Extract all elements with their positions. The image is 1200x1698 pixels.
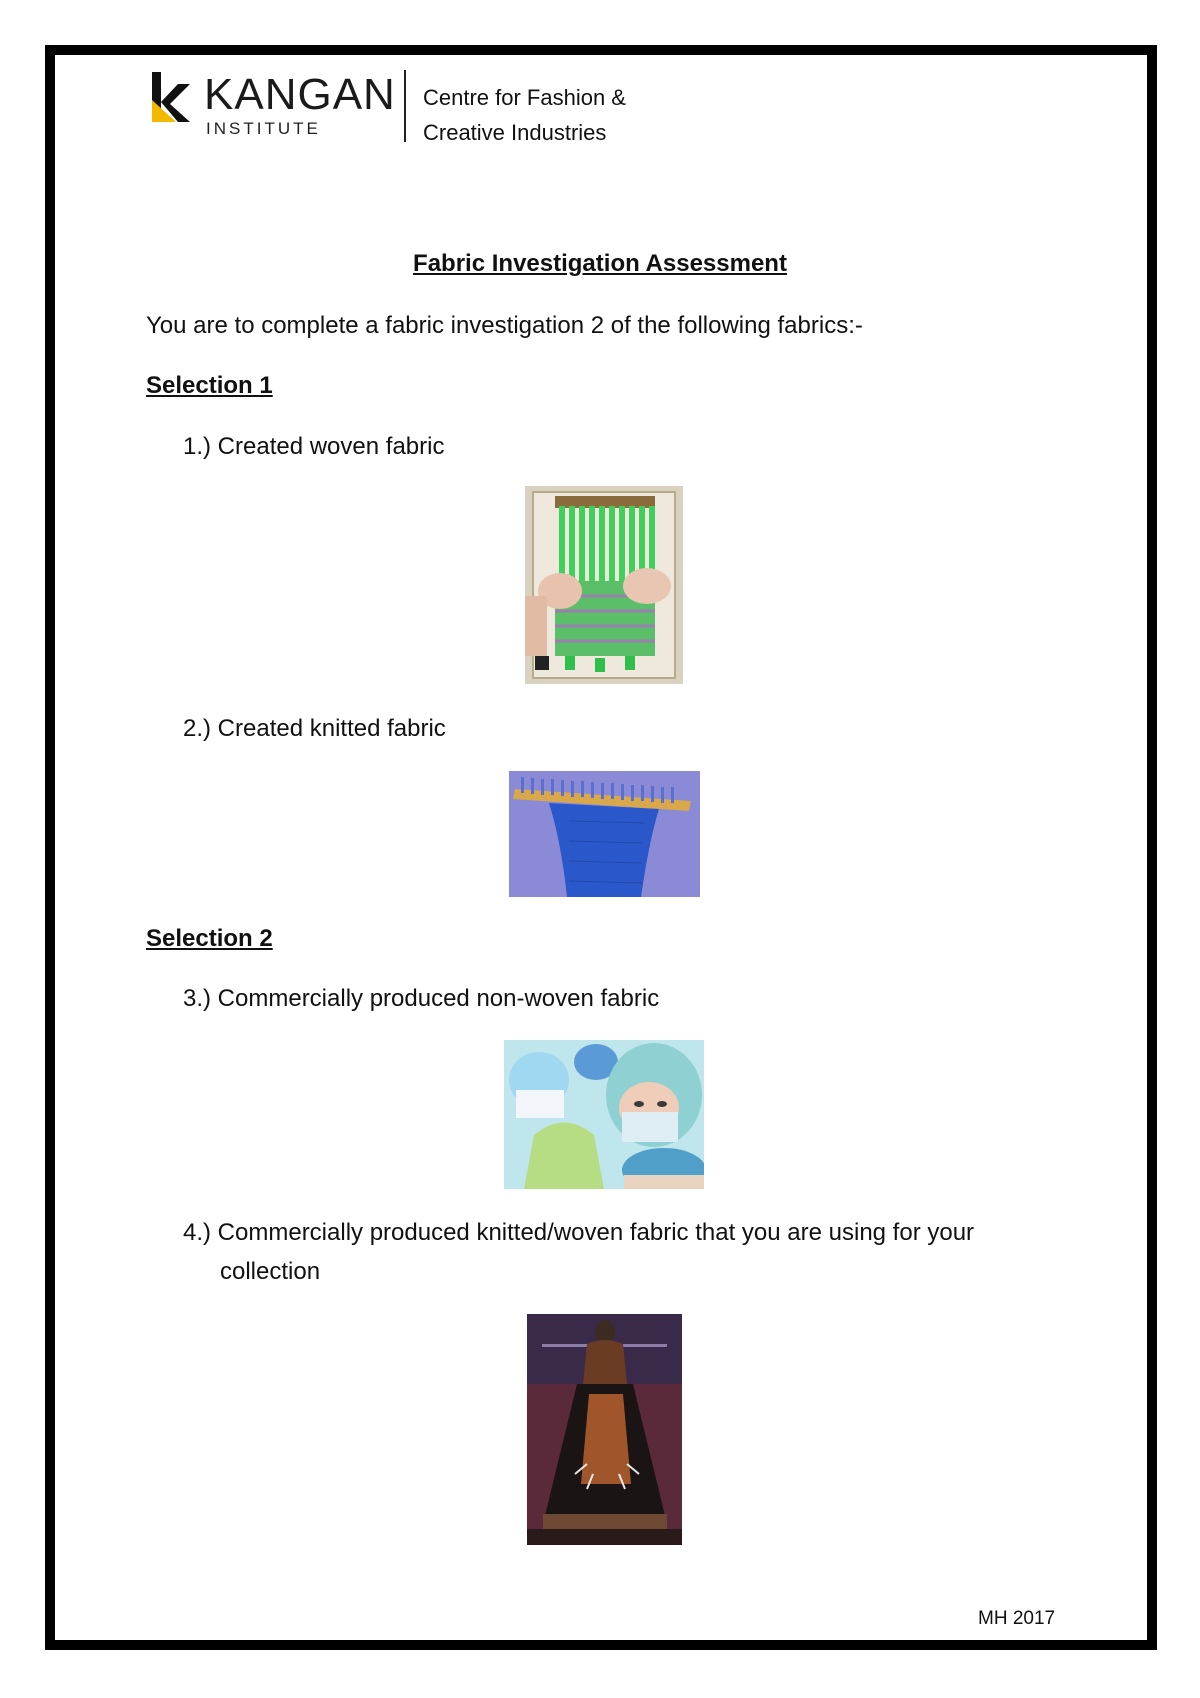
- section-heading-1: Selection 1: [146, 372, 273, 399]
- centre-line-2: Creative Industries: [423, 120, 607, 145]
- centre-line-1: Centre for Fashion &: [423, 85, 626, 110]
- item-1-label: 1.) Created woven fabric: [183, 433, 445, 460]
- item-2-label: 2.) Created knitted fabric: [183, 715, 446, 742]
- centre-name: [423, 80, 626, 150]
- section-heading-2: Selection 2: [146, 925, 273, 952]
- woven-fabric-photo: [525, 486, 683, 684]
- footer-text: MH 2017: [978, 1608, 1056, 1629]
- item-3-label: 3.) Commercially produced non-woven fabric: [183, 985, 660, 1012]
- non-woven-fabric-photo: [504, 1040, 704, 1189]
- knitted-fabric-photo: [509, 771, 700, 897]
- header-divider: [404, 70, 406, 142]
- document-title: Fabric Investigation Assessment: [413, 250, 787, 277]
- item-4-label-line-1: 4.) Commercially produced knitted/woven fabric that you are using for your: [183, 1219, 975, 1246]
- kangan-k-icon: [152, 72, 192, 122]
- intro-text: You are to complete a fabric investigation 2 of the following fabrics:-: [146, 312, 863, 339]
- logo-subtitle: INSTITUTE: [206, 119, 321, 138]
- item-4-label-line-2: collection: [220, 1258, 321, 1285]
- logo-name: KANGAN: [204, 70, 396, 119]
- collection-garment-photo: [527, 1314, 682, 1545]
